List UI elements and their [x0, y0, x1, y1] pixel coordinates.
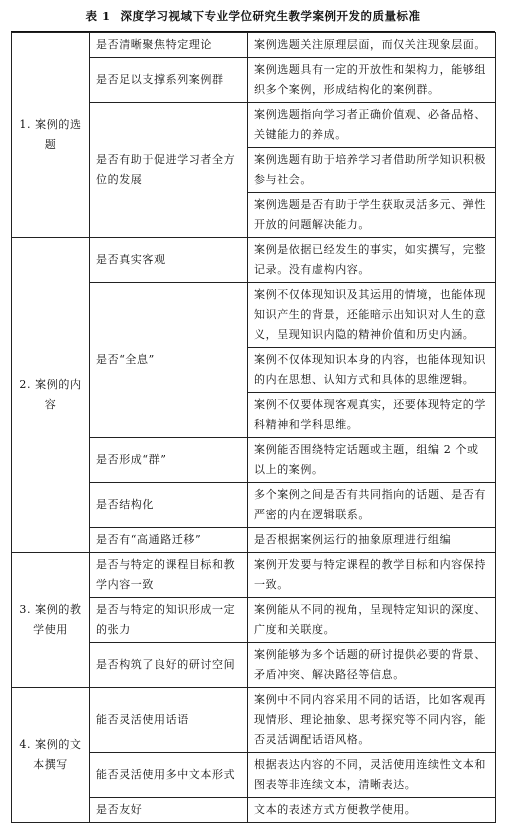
criterion-cell: 是否“全息” [90, 283, 248, 438]
description-cell: 案例选题具有一定的开放性和架构力，能够组织多个案例，形成结构化的案例群。 [248, 58, 496, 103]
criterion-cell: 是否清晰聚焦特定理论 [90, 33, 248, 58]
description-cell: 案例选题有助于培养学习者借助所学知识积极参与社会。 [248, 148, 496, 193]
table-title: 深度学习视域下专业学位研究生教学案例开发的质量标准 [120, 9, 421, 23]
criterion-cell: 是否有“高通路迁移” [90, 528, 248, 553]
table-caption [0, 8, 506, 24]
category-cell: 4. 案例的文本撰写 [12, 688, 90, 823]
description-cell: 案例能从不同的视角，呈现特定知识的深度、广度和关联度。 [248, 598, 496, 643]
description-cell: 文本的表述方式方便教学使用。 [248, 798, 496, 823]
description-cell: 案例是依据已经发生的事实，如实撰写，完整记录。没有虚构内容。 [248, 238, 496, 283]
criterion-cell: 是否有助于促进学习者全方位的发展 [90, 103, 248, 238]
description-cell: 案例选题是否有助于学生获取灵活多元、弹性开放的问题解决能力。 [248, 193, 496, 238]
category-cell: 3. 案例的教学使用 [12, 553, 90, 688]
description-cell: 案例开发要与特定课程的教学目标和内容保持一致。 [248, 553, 496, 598]
description-cell: 案例中不同内容采用不同的话语，比如客观再现情形、理论抽象、思考探究等不同内容，能否灵活调配话语风格。 [248, 688, 496, 753]
criterion-cell: 是否足以支撑系列案例群 [90, 58, 248, 103]
description-cell: 案例选题指向学习者正确价值观、必备品格、关键能力的养成。 [248, 103, 496, 148]
table-row [12, 688, 496, 753]
criterion-cell: 是否真实客观 [90, 238, 248, 283]
criterion-cell: 是否结构化 [90, 483, 248, 528]
table-row [12, 33, 496, 58]
description-cell: 案例选题关注原理层面，而仅关注现象层面。 [248, 33, 496, 58]
description-cell: 案例能够为多个话题的研讨提供必要的背景、矛盾冲突、解决路径等信息。 [248, 643, 496, 688]
criterion-cell: 是否形成“群” [90, 438, 248, 483]
category-cell: 1. 案例的选题 [12, 33, 90, 238]
table-number: 表 1 [85, 9, 111, 23]
description-cell: 案例不仅体现知识及其运用的情境，也能体现知识产生的背景，还能暗示出知识对人生的意义，呈现知识内隐的精神价值和历史内涵。 [248, 283, 496, 348]
criterion-cell: 是否与特定的知识形成一定的张力 [90, 598, 248, 643]
table-row [12, 553, 496, 598]
criterion-cell: 是否与特定的课程目标和教学内容一致 [90, 553, 248, 598]
criterion-cell: 能否灵活使用话语 [90, 688, 248, 753]
criterion-cell: 是否友好 [90, 798, 248, 823]
description-cell: 案例不仅体现知识本身的内容，也能体现知识的内在思想、认知方式和具体的思维逻辑。 [248, 348, 496, 393]
quality-standards-table [11, 32, 496, 823]
criterion-cell: 能否灵活使用多中文本形式 [90, 753, 248, 798]
description-cell: 是否根据案例运行的抽象原理进行组编 [248, 528, 496, 553]
table-row [12, 238, 496, 283]
criterion-cell: 是否构筑了良好的研讨空间 [90, 643, 248, 688]
category-cell: 2. 案例的内容 [12, 238, 90, 553]
description-cell: 案例能否围绕特定话题或主题，组编 2 个或以上的案例。 [248, 438, 496, 483]
description-cell: 根据表达内容的不同，灵活使用连续性文本和图表等非连续文本，清晰表达。 [248, 753, 496, 798]
description-cell: 案例不仅要体现客观真实，还要体现特定的学科精神和学科思维。 [248, 393, 496, 438]
description-cell: 多个案例之间是否有共同指向的话题、是否有严密的内在逻辑联系。 [248, 483, 496, 528]
